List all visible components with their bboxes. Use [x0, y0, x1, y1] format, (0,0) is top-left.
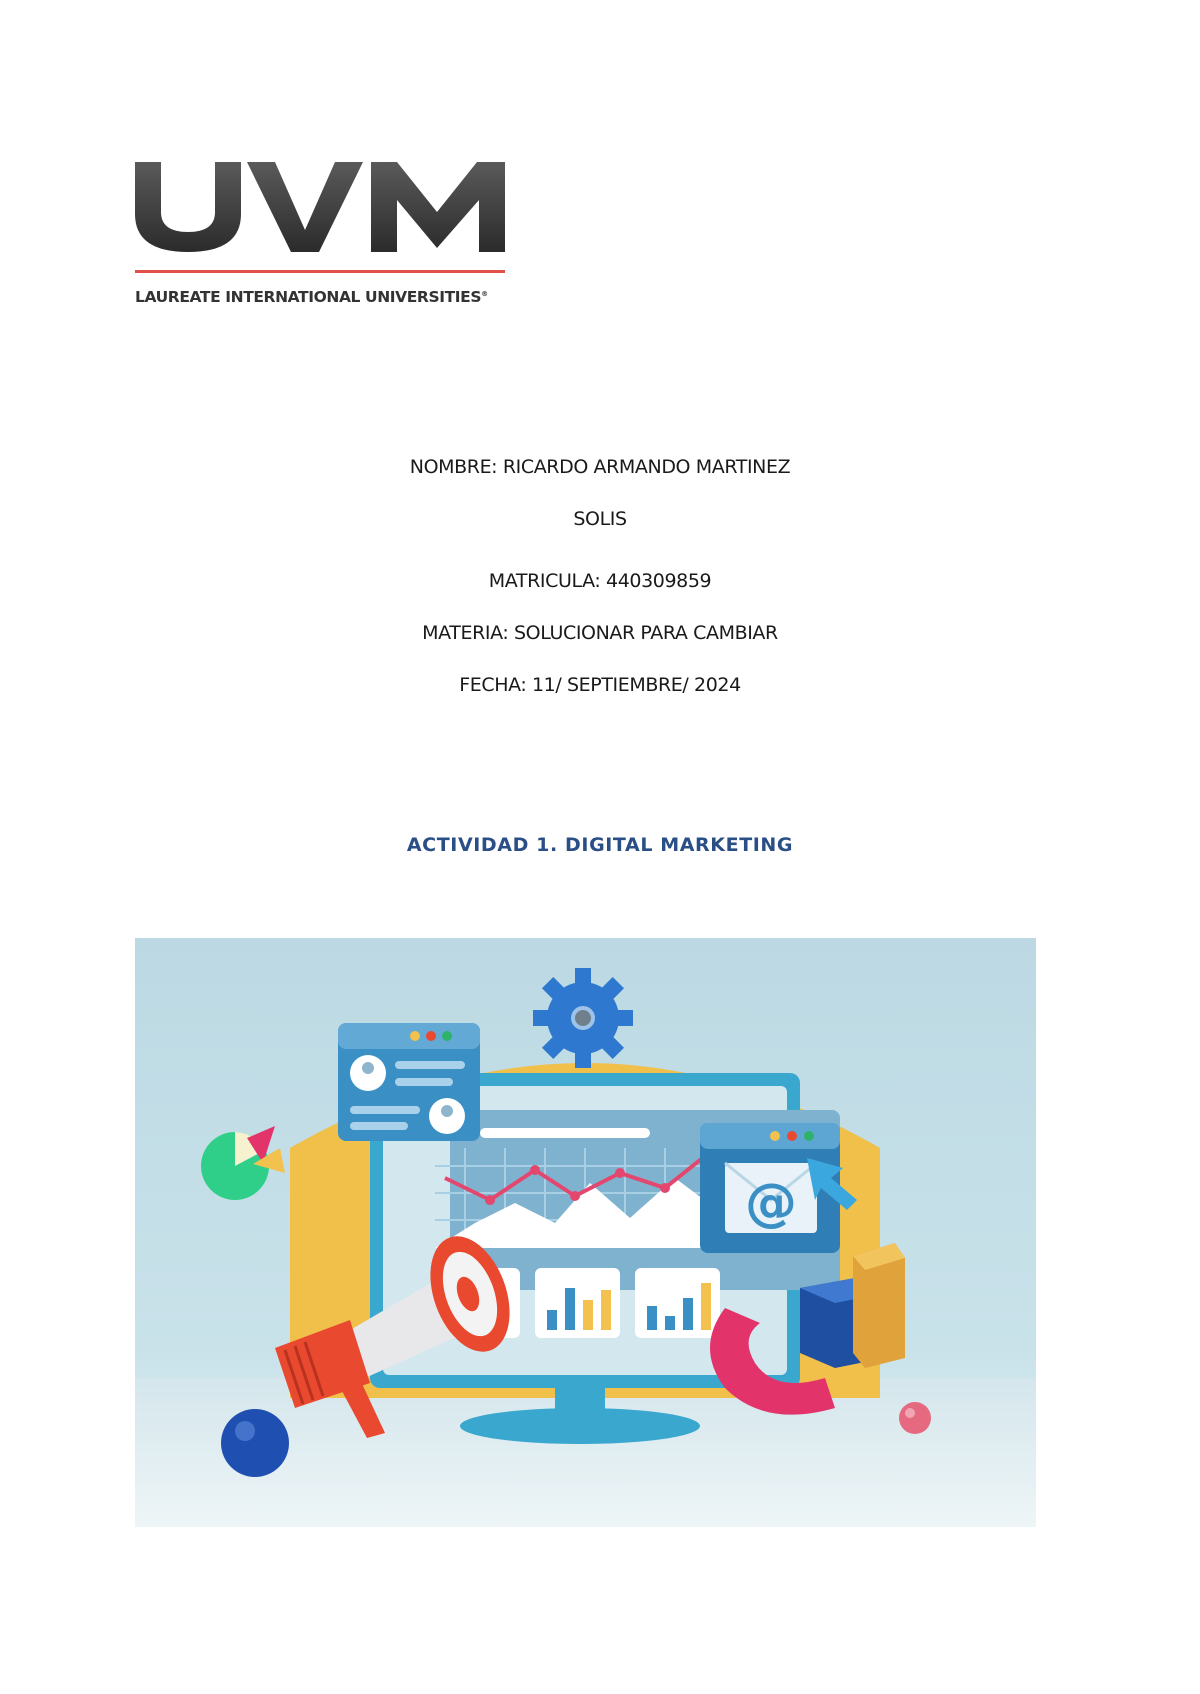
student-name-line1: NOMBRE: RICARDO ARMANDO MARTINEZ: [409, 456, 791, 478]
course-subject: MATERIA: SOLUCIONAR PARA CAMBIAR: [422, 622, 778, 644]
monitor-stand: [460, 1408, 700, 1444]
uvm-logo: [135, 150, 507, 320]
digital-marketing-illustration: [135, 938, 1036, 1527]
profile-window: [338, 1023, 480, 1141]
logo-divider: [135, 270, 505, 273]
student-name-line2: SOLIS: [573, 508, 627, 530]
activity-title: ACTIVIDAD 1. DIGITAL MARKETING: [406, 834, 794, 856]
gear-icon: [533, 968, 633, 1068]
logo-tagline: LAUREATE INTERNATIONAL UNIVERSITIES®: [135, 288, 488, 306]
submission-date: FECHA: 11/ SEPTIEMBRE/ 2024: [459, 674, 741, 696]
pink-sphere: [899, 1402, 931, 1434]
email-at-icon: @: [745, 1173, 797, 1233]
blue-sphere: [221, 1409, 289, 1477]
student-matricula: MATRICULA: 440309859: [488, 570, 712, 592]
uvm-logo-mark: [135, 150, 507, 260]
